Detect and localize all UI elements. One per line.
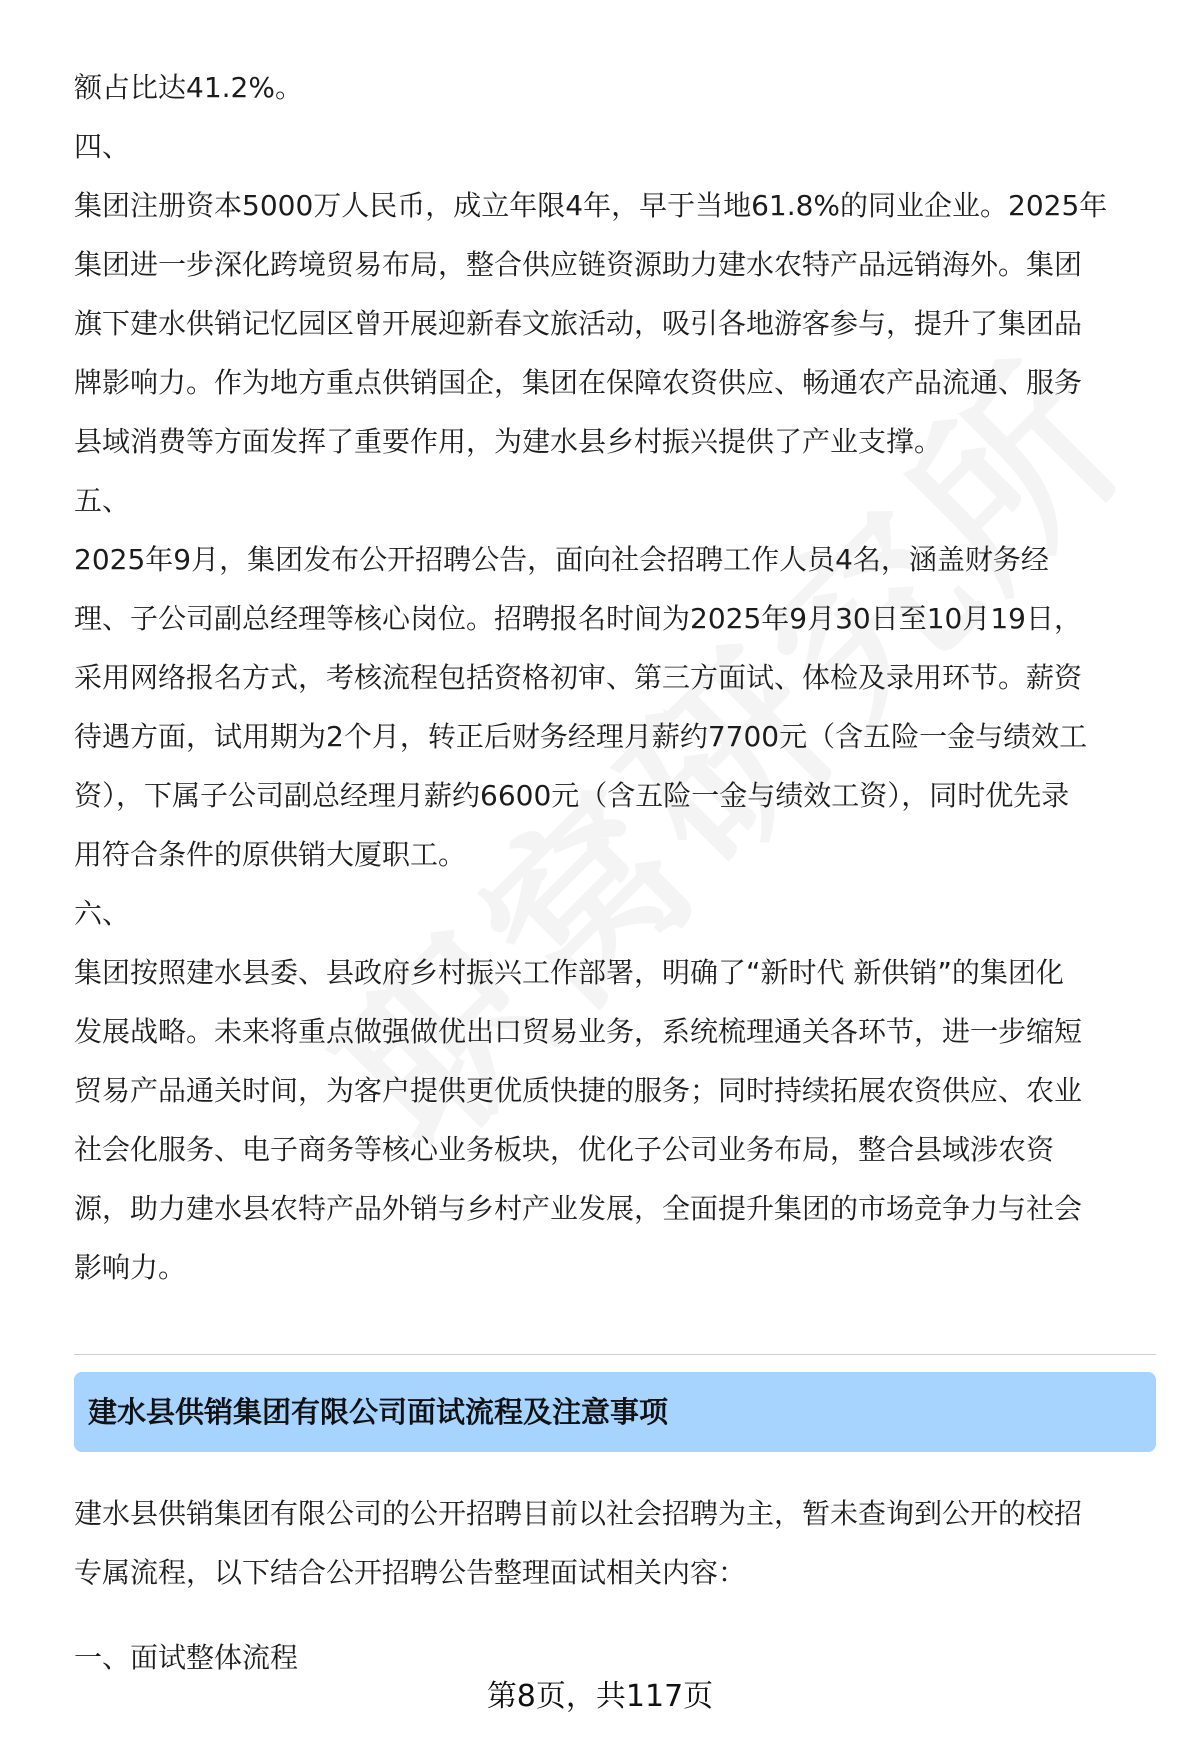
paragraph-line: 待遇方面，试用期为2个月，转正后财务经理月薪约7700元（含五险一金与绩效工 [74, 720, 1088, 753]
paragraph-line: 源，助力建水县农特产品外销与乡村产业发展，全面提升集团的市场竞争力与社会 [74, 1192, 1083, 1225]
paragraph-line: 理、子公司副总经理等核心岗位。招聘报名时间为2025年9月30日至10月19日， [74, 602, 1082, 635]
paragraph-line: 旗下建水供销记忆园区曾开展迎新春文旅活动，吸引各地游客参与，提升了集团品 [74, 307, 1083, 340]
paragraph-line: 用符合条件的原供销大厦职工。 [74, 838, 467, 871]
section-divider [74, 1354, 1156, 1355]
paragraph-line: 影响力。 [74, 1251, 187, 1284]
paragraph-line: 县域消费等方面发挥了重要作用，为建水县乡村振兴提供了产业支撑。 [74, 425, 943, 458]
paragraph-line: 2025年9月，集团发布公开招聘公告，面向社会招聘工作人员4名，涵盖财务经 [74, 543, 1049, 576]
paragraph-line: 专属流程，以下结合公开招聘公告整理面试相关内容： [74, 1556, 747, 1589]
paragraph-line: 社会化服务、电子商务等核心业务板块，优化子公司业务布局，整合县域涉农资 [74, 1133, 1055, 1166]
paragraph-line: 资），下属子公司副总经理月薪约6600元（含五险一金与绩效工资），同时优先录 [74, 779, 1070, 812]
paragraph-line: 建水县供销集团有限公司的公开招聘目前以社会招聘为主，暂未查询到公开的校招 [74, 1497, 1083, 1530]
paragraph-line: 贸易产品通关时间，为客户提供更优质快捷的服务；同时持续拓展农资供应、农业 [74, 1074, 1083, 1107]
section-heading-5: 五、 [74, 484, 131, 517]
section-title: 建水县供销集团有限公司面试流程及注意事项 [88, 1395, 669, 1429]
paragraph-line: 额占比达41.2%。 [74, 71, 303, 104]
subsection-heading: 一、面试整体流程 [74, 1641, 299, 1674]
paragraph-line: 集团进一步深化跨境贸易布局，整合供应链资源助力建水农特产品远销海外。集团 [74, 248, 1083, 281]
section-heading-4: 四、 [74, 130, 131, 163]
paragraph-line: 采用网络报名方式，考核流程包括资格初审、第三方面试、体检及录用环节。薪资 [74, 661, 1083, 694]
paragraph-line: 牌影响力。作为地方重点供销国企，集团在保障农资供应、畅通农产品流通、服务 [74, 366, 1083, 399]
paragraph-line: 集团按照建水县委、县政府乡村振兴工作部署，明确了“新时代 新供销”的集团化 [74, 956, 1064, 989]
paragraph-line: 发展战略。未来将重点做强做优出口贸易业务，系统梳理通关各环节，进一步缩短 [74, 1015, 1083, 1048]
section-heading-6: 六、 [74, 897, 131, 930]
paragraph-line: 集团注册资本5000万人民币，成立年限4年，早于当地61.8%的同业企业。2025年 [74, 189, 1108, 222]
page-number: 第8页，共117页 [486, 1679, 714, 1714]
section-header-bar [74, 1372, 1156, 1452]
